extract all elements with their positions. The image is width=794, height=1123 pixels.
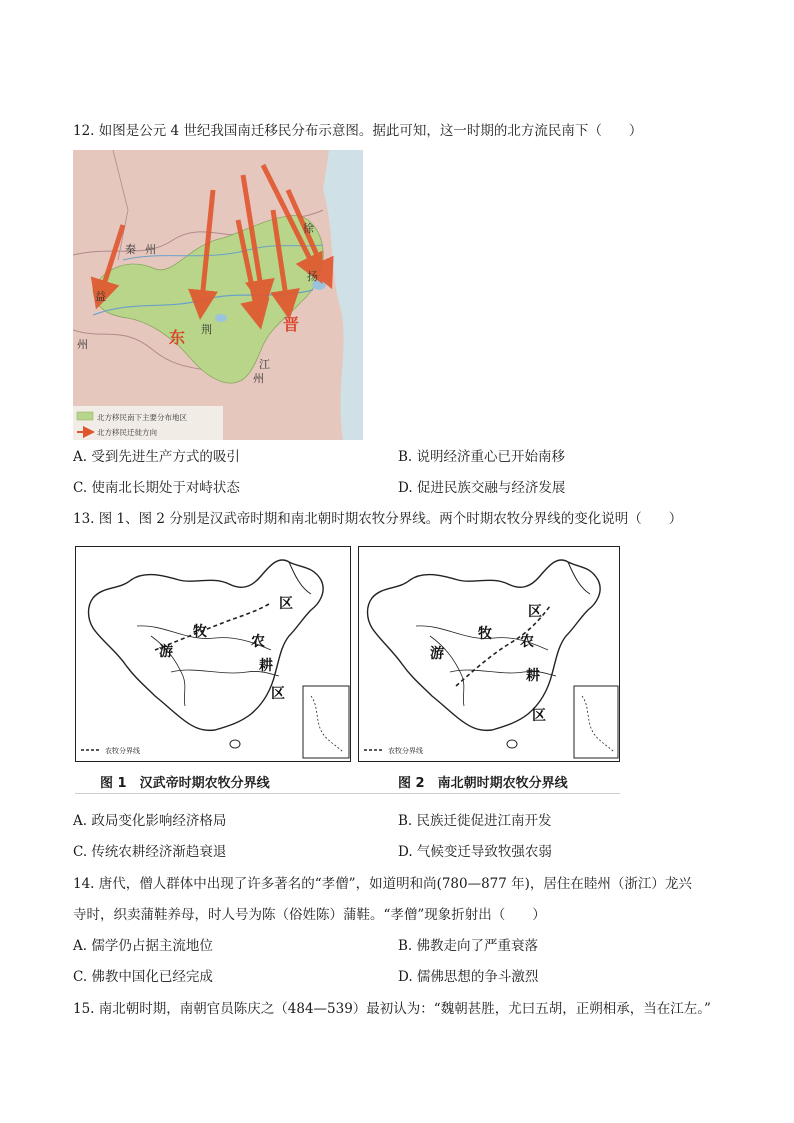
map-label-jin: 晋 [283, 315, 300, 334]
fig2-label-qu1: 区 [528, 604, 542, 620]
map-label-xu: 徐 [303, 222, 314, 235]
q12-option-a[interactable]: A. 受到先进生产方式的吸引 [73, 449, 240, 465]
fig1-label-you: 游 [159, 644, 173, 660]
map-label-dong: 东 [169, 328, 186, 347]
map-legend-area: 北方移民南下主要分布地区 [97, 413, 187, 422]
q14-option-d[interactable]: D. 儒佛思想的争斗激烈 [398, 969, 539, 985]
migration-map [73, 150, 363, 440]
figure-divider [75, 793, 620, 794]
q13-option-d[interactable]: D. 气候变迁导致牧强农弱 [398, 844, 552, 860]
fig1-map [75, 546, 351, 762]
fig2-legend: 农牧分界线 [388, 747, 423, 755]
q14-stem-line1: 14. 唐代，僧人群体中出现了许多著名的“孝僧”，如道明和尚(780—877 年)，居住在睦州（浙江）龙兴 [73, 876, 692, 892]
fig1-label-mu: 牧 [193, 624, 207, 640]
q13-option-c[interactable]: C. 传统农耕经济渐趋衰退 [73, 844, 227, 860]
q13-option-a[interactable]: A. 政局变化影响经济格局 [73, 813, 227, 829]
q12-stem: 12. 如图是公元 4 世纪我国南迁移民分布示意图。据此可知，这一时期的北方流民南下（ ） [73, 123, 643, 139]
map-label-zhou3: 州 [253, 372, 264, 385]
fig2-label-geng: 耕 [526, 668, 540, 684]
map-label-yang: 扬 [307, 270, 318, 283]
fig1-label-qu1: 区 [279, 596, 293, 612]
q15-stem: 15. 南北朝时期，南朝官员陈庆之（484—539）最初认为：“魏朝甚胜，尤曰五胡，正朔相承，当在江左。” [73, 1001, 711, 1017]
map-label-zhou2: 州 [77, 338, 88, 351]
map-legend-arrow: 北方移民迁徙方向 [97, 428, 157, 437]
fig2-label-qu2: 区 [532, 708, 546, 724]
fig2-map [358, 546, 620, 762]
fig2-label-you: 游 [430, 646, 444, 662]
fig2-label-nong: 农 [520, 634, 534, 650]
q14-option-b[interactable]: B. 佛教走向了严重衰落 [398, 938, 539, 954]
fig1-label-nong: 农 [251, 634, 265, 650]
q13-option-b[interactable]: B. 民族迁徙促进江南开发 [398, 813, 552, 829]
q14-option-a[interactable]: A. 儒学仍占据主流地位 [73, 938, 213, 954]
fig1-legend: 农牧分界线 [105, 747, 140, 755]
q12-option-d[interactable]: D. 促进民族交融与经济发展 [398, 480, 566, 496]
q14-option-c[interactable]: C. 佛教中国化已经完成 [73, 969, 213, 985]
q13-stem: 13. 图 1、图 2 分别是汉武帝时期和南北朝时期农牧分界线。两个时期农牧分界线的变化说明（ ） [73, 511, 683, 527]
q12-option-c[interactable]: C. 使南北长期处于对峙状态 [73, 480, 240, 496]
map-label-qin: 秦 [125, 243, 136, 256]
fig2-caption: 图 2 南北朝时期农牧分界线 [398, 776, 568, 791]
fig1-label-qu2: 区 [271, 686, 285, 702]
map-label-jiang: 江 [259, 358, 270, 371]
q14-stem-line2: 寺时，织卖蒲鞋养母，时人号为陈（俗姓陈）蒲鞋。“孝僧”现象折射出（ ） [73, 907, 546, 923]
map-label-yi: 益 [95, 290, 106, 303]
map-label-jing: 荆 [201, 323, 212, 336]
fig1-label-geng: 耕 [259, 658, 273, 674]
map-label-zhou1: 州 [145, 243, 156, 256]
fig1-caption: 图 1 汉武帝时期农牧分界线 [100, 776, 270, 791]
q12-option-b[interactable]: B. 说明经济重心已开始南移 [398, 449, 566, 465]
fig2-label-mu: 牧 [478, 626, 492, 642]
